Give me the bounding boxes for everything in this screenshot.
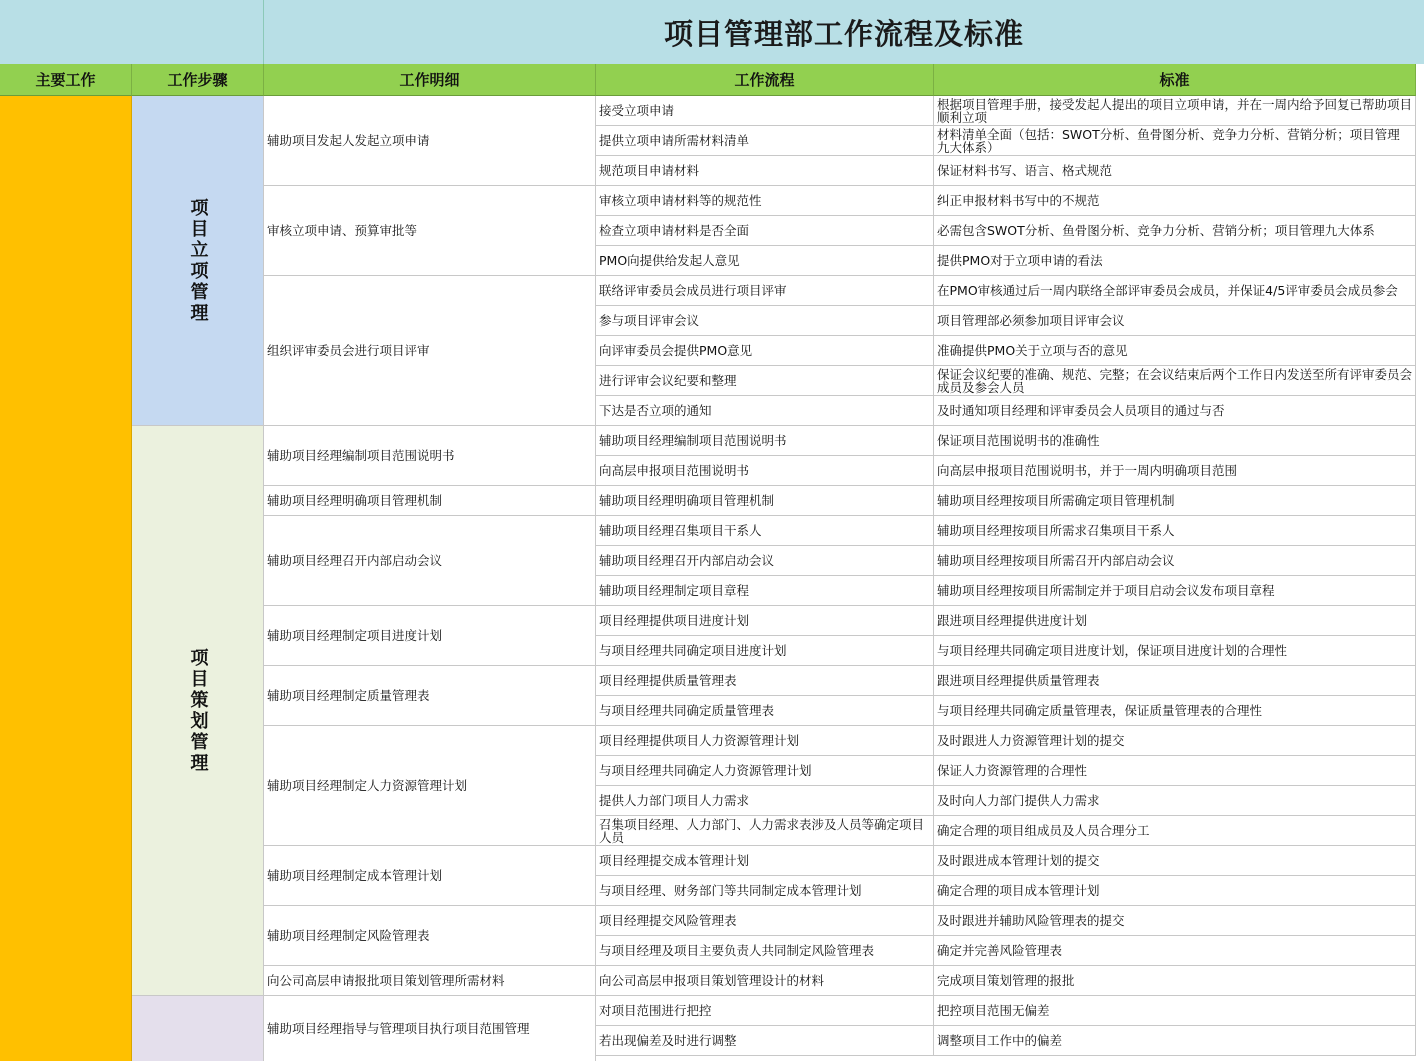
flow-cell: 召集项目经理、人力部门、人力需求表涉及人员等确定项目人员 (596, 816, 934, 846)
standard-cell: 提供PMO对于立项申请的看法 (934, 246, 1416, 276)
flow-cell: 接受立项申请 (596, 96, 934, 126)
detail-cell: 辅助项目经理明确项目管理机制 (264, 486, 596, 516)
flow-cell: 项目经理提供项目进度计划 (596, 606, 934, 636)
standard-cell: 辅助项目经理按项目所需制定并于项目启动会议发布项目章程 (934, 576, 1416, 606)
detail-cell: 辅助项目经理召开内部启动会议 (264, 516, 596, 606)
standard-cell: 纠正申报材料书写中的不规范 (934, 186, 1416, 216)
detail-cell: 辅助项目经理编制项目范围说明书 (264, 426, 596, 486)
flow-cell: 辅助项目经理召集项目干系人 (596, 516, 934, 546)
standard-cell: 根据项目管理手册，接受发起人提出的项目立项申请，并在一周内给予回复已帮助项目顺利立项 (934, 96, 1416, 126)
flow-cell: 与项目经理共同确定质量管理表 (596, 696, 934, 726)
detail-cell: 审核立项申请、预算审批等 (264, 186, 596, 276)
header-step: 工作步骤 (132, 64, 264, 96)
flow-cell: 规范项目申请材料 (596, 156, 934, 186)
standard-cell: 项目管理部必须参加项目评审会议 (934, 306, 1416, 336)
flow-cell: 审核立项申请材料等的规范性 (596, 186, 934, 216)
standard-cell: 及时跟进人力资源管理计划的提交 (934, 726, 1416, 756)
flow-cell: 向评审委员会提供PMO意见 (596, 336, 934, 366)
standard-cell: 及时向人力部门提供人力需求 (934, 786, 1416, 816)
standard-cell: 保证材料书写、语言、格式规范 (934, 156, 1416, 186)
standard-cell: 保证项目范围说明书的准确性 (934, 426, 1416, 456)
flow-cell: 辅助项目经理制定项目章程 (596, 576, 934, 606)
header-flow: 工作流程 (596, 64, 934, 96)
detail-cell: 辅助项目经理制定项目进度计划 (264, 606, 596, 666)
step-execution (132, 996, 264, 1061)
flow-cell: 项目经理提交成本管理计划 (596, 846, 934, 876)
flow-cell: 项目经理提供质量管理表 (596, 666, 934, 696)
header-standard: 标准 (934, 64, 1416, 96)
flow-cell: 联络评审委员会成员进行项目评审 (596, 276, 934, 306)
step-planning (132, 426, 264, 996)
standard-cell: 跟进项目经理提供进度计划 (934, 606, 1416, 636)
flow-cell: 辅助项目经理明确项目管理机制 (596, 486, 934, 516)
standard-cell: 必需包含SWOT分析、鱼骨图分析、竞争力分析、营销分析；项目管理九大体系 (934, 216, 1416, 246)
detail-cell: 组织评审委员会进行项目评审 (264, 276, 596, 426)
flow-cell: 若出现偏差及时进行调整 (596, 1026, 934, 1056)
standard-cell: 及时通知项目经理和评审委员会人员项目的通过与否 (934, 396, 1416, 426)
standard-cell: 确定合理的项目成本管理计划 (934, 876, 1416, 906)
standard-cell: 跟进项目经理提供质量管理表 (934, 666, 1416, 696)
detail-cell: 辅助项目经理制定人力资源管理计划 (264, 726, 596, 846)
flow-cell: 向高层申报项目范围说明书 (596, 456, 934, 486)
flow-cell: 下达是否立项的通知 (596, 396, 934, 426)
flow-cell: 项目经理提供项目人力资源管理计划 (596, 726, 934, 756)
step-initiation (132, 96, 264, 426)
page-title: 项目管理部工作流程及标准 (264, 0, 1424, 64)
standard-cell: 确定合理的项目组成员及人员合理分工 (934, 816, 1416, 846)
standard-cell: 保证人力资源管理的合理性 (934, 756, 1416, 786)
standard-cell: 及时跟进并辅助风险管理表的提交 (934, 906, 1416, 936)
flow-cell: 检查立项申请材料是否全面 (596, 216, 934, 246)
standard-cell: 与项目经理共同确定质量管理表，保证质量管理表的合理性 (934, 696, 1416, 726)
standard-cell: 向高层申报项目范围说明书，并于一周内明确项目范围 (934, 456, 1416, 486)
flow-cell: 参与项目评审会议 (596, 306, 934, 336)
standard-cell: 与项目经理共同确定项目进度计划，保证项目进度计划的合理性 (934, 636, 1416, 666)
title-left-blank (0, 0, 264, 64)
flow-cell: 提供人力部门项目人力需求 (596, 786, 934, 816)
detail-cell: 辅助项目经理制定质量管理表 (264, 666, 596, 726)
standard-cell: 及时跟进成本管理计划的提交 (934, 846, 1416, 876)
flow-cell: PMO向提供给发起人意见 (596, 246, 934, 276)
header-detail: 工作明细 (264, 64, 596, 96)
standard-cell: 辅助项目经理按项目所需召开内部启动会议 (934, 546, 1416, 576)
standard-cell: 准确提供PMO关于立项与否的意见 (934, 336, 1416, 366)
header-main-work: 主要工作 (0, 64, 132, 96)
flow-cell: 向公司高层申报项目策划管理设计的材料 (596, 966, 934, 996)
flow-cell: 辅助项目经理召开内部启动会议 (596, 546, 934, 576)
standard-cell: 材料清单全面（包括：SWOT分析、鱼骨图分析、竞争力分析、营销分析；项目管理九大体系） (934, 126, 1416, 156)
flow-cell: 进行评审会议纪要和整理 (596, 366, 934, 396)
flow-cell: 与项目经理共同确定项目进度计划 (596, 636, 934, 666)
standard-cell: 辅助项目经理按项目所需求召集项目干系人 (934, 516, 1416, 546)
detail-cell: 辅助项目经理制定成本管理计划 (264, 846, 596, 906)
standard-cell: 调整项目工作中的偏差 (934, 1026, 1416, 1056)
flow-cell: 与项目经理、财务部门等共同制定成本管理计划 (596, 876, 934, 906)
detail-cell: 辅助项目发起人发起立项申请 (264, 96, 596, 186)
flow-cell: 辅助项目经理编制项目范围说明书 (596, 426, 934, 456)
step-initiation-label: 项目立项管理 (187, 197, 209, 324)
standard-cell: 完成项目策划管理的报批 (934, 966, 1416, 996)
flow-cell: 项目经理提交风险管理表 (596, 906, 934, 936)
standard-cell: 在PMO审核通过后一周内联络全部评审委员会成员，并保证4/5评审委员会成员参会 (934, 276, 1416, 306)
standard-cell: 把控项目范围无偏差 (934, 996, 1416, 1026)
standard-cell: 辅助项目经理按项目所需确定项目管理机制 (934, 486, 1416, 516)
standard-cell: 确定并完善风险管理表 (934, 936, 1416, 966)
detail-cell: 辅助项目经理制定风险管理表 (264, 906, 596, 966)
main-work-column (0, 96, 132, 1061)
flow-cell: 对项目范围进行把控 (596, 996, 934, 1026)
flow-cell: 与项目经理共同确定人力资源管理计划 (596, 756, 934, 786)
standard-cell: 保证会议纪要的准确、规范、完整；在会议结束后两个工作日内发送至所有评审委员会成员及参会人员 (934, 366, 1416, 396)
detail-cell: 辅助项目经理指导与管理项目执行项目范围管理 (264, 996, 596, 1061)
flow-cell: 提供立项申请所需材料清单 (596, 126, 934, 156)
flow-cell: 与项目经理及项目主要负责人共同制定风险管理表 (596, 936, 934, 966)
detail-cell: 向公司高层申请报批项目策划管理所需材料 (264, 966, 596, 996)
step-planning-label: 项目策划管理 (187, 647, 209, 774)
